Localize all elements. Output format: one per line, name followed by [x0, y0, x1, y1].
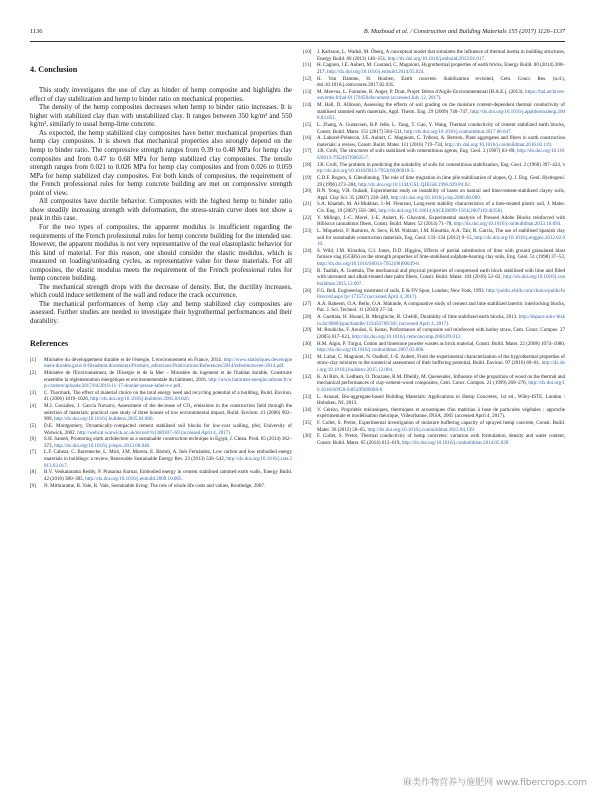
- reference-text: S.A. Khattab, M. Al-Mukhtar, J.-M. Fleureau, Long-term stability characteristics of a lime-treated plastic soil, J. Mater. Civ. Eng. 19 (2007) 358–366,: [317, 201, 565, 214]
- reference-item: [303, 374, 565, 394]
- conclusion-paragraph: As expected, the hemp stabilized clay composites have better mechanical properties than hemp clay composites. It is shown that mechanical properties also strongly depend on the hemp to binder ratio. The compressive strength ranges from 0.39 to 0.48 MPa for hemp clay composites and from 0.47 to 0.68 MPa for hemp stabilized clay composites. The tensile strength ranges from 0.021 to 0.026 MPa for hemp clay composites and from 0.026 to 0.059 MPa for hemp stabilized clay composites. For both kinds of composites, the requirement of the French professional rules for hemp concrete building are met on compressive strength point of view.: [30, 129, 292, 197]
- reference-link[interactable]: http://dx.doi.org/10.1016/j.jclepro.2013.08.046.: [54, 442, 151, 449]
- reference-number: [26]: [303, 287, 312, 294]
- reference-item: [303, 188, 565, 201]
- watermark: 麻类作物营养与施肥网 www.fibercrops.com: [403, 778, 587, 788]
- reference-link[interactable]: http://www.statistiques.developpement-durable.gouv.fr/fileadmin/documents/Produits_editoriaux/Publications/References/2014/references-ree-2014.pdf.: [44, 356, 292, 370]
- reference-item: [303, 341, 565, 354]
- reference-number: [9]: [30, 482, 36, 489]
- reference-text: V. Cérézo, Propriétés mécaniques, thermiques et acoustiques d'un matériau à base de particules végétales : approche expérimentale et modélisation théorique, Villeurbanne, INSA, 2005 (accessed April 4, 2017).: [317, 406, 565, 420]
- reference-item: [303, 62, 565, 75]
- reference-item: [30, 449, 292, 469]
- reference-number: [24]: [303, 247, 312, 254]
- reference-number: [14]: [303, 102, 312, 108]
- reference-text: N. Mithraratne, B. Vale, R. Vale, Sustainable living: The role of whole life costs and values, Routledge, 2007.: [44, 482, 266, 489]
- reference-number: [6]: [30, 436, 36, 443]
- reference-item: [303, 89, 565, 102]
- reference-link[interactable]: http://dx.doi.org/10.1016/j.enbuild.2013.01.017.: [387, 55, 486, 62]
- reference-link[interactable]: http://dx.doi.org/10.1016/j.conbuildmat.2012.04.139.: [367, 426, 476, 433]
- reference-number: [28]: [303, 314, 312, 320]
- reference-link[interactable]: http://dx.doi.org/10.1016/j.buildenv.2005.04.006.: [54, 416, 154, 423]
- reference-number: [31]: [303, 353, 312, 360]
- reference-text: Ministère de l'Environnement, de l'Energie et de la Mer – Ministère du logement et de l'habitat durable, Construire ensemble la réglementation énergétique et environnementale du bâtiment, 2016.: [44, 369, 292, 383]
- reference-link[interactable]: http://dx.doi.org/10.1016/j.conbuildmat.2017.06.047.: [404, 128, 512, 135]
- header-rule: [30, 41, 565, 42]
- reference-link[interactable]: http://dx.doi.org/10.1016/j.cemconcomp.2004.09.013.: [351, 333, 462, 340]
- reference-item: [303, 314, 565, 327]
- conclusion-paragraph: The mechanical strength drops with the decrease of density. But, the ductility increases, which could induce settlement of the wall and reduce the crack occurrence.: [30, 283, 292, 300]
- reference-item: [303, 175, 565, 188]
- reference-link[interactable]: http://www.batiment-energiecarbone.fr/wp-content/uploads/2017/04/2016-11-17-dossier-presse-label-e-c.pdf.: [44, 376, 292, 390]
- reference-item: [30, 436, 292, 449]
- reference-item: [303, 407, 565, 420]
- reference-number: [27]: [303, 300, 312, 307]
- conclusion-paragraph: The density of the hemp composites decreases when hemp to binder ratio increases. It is higher with stabilized clay than with unstabilized clay. It ranges between 350 kg/m³ and 550 kg/m³, similarly to usual hemp-lime concrete.: [30, 104, 292, 129]
- reference-number: [17]: [303, 148, 312, 155]
- reference-number: [12]: [303, 75, 312, 82]
- reference-number: [35]: [303, 420, 312, 426]
- references-list-left: [30, 357, 292, 490]
- reference-number: [29]: [303, 327, 312, 334]
- reference-number: [7]: [30, 449, 36, 456]
- reference-link[interactable]: http://dx.doi.org/10.1016/j.clay.2006.08.009.: [390, 194, 482, 201]
- reference-link[interactable]: http://dx.doi.org/10.1016/S0013-7952(98)00039-8.: [317, 261, 421, 267]
- references-title: References: [30, 338, 69, 348]
- reference-text: J. Karlsson, L. Wadsö, M. Öberg, A conceptual model that simulates the influence of thermal inertia in building structures, Energy Build. 60 (2013) 146–151,: [317, 49, 565, 62]
- reference-link[interactable]: http://dx.doi.org/10.1061/(ASCE)0899-1561(2007)19:4(358).: [378, 208, 504, 214]
- reference-number: [10]: [303, 49, 312, 55]
- reference-text: F. Collet, S. Pretot, Experimental investigation of moisture buffering capacity of sprayed hemp concrete, Constr. Build. Mater. 36 (2012) 58–65,: [317, 420, 565, 433]
- reference-item: [303, 135, 565, 148]
- right-column: [303, 49, 565, 447]
- reference-item: [303, 327, 565, 340]
- reference-number: [36]: [303, 433, 312, 440]
- reference-item: [303, 228, 565, 248]
- running-header: [30, 28, 565, 40]
- reference-item: [303, 148, 565, 161]
- conclusion-paragraph: This study investigates the use of clay as binder of hemp composite and highlights the effect of clay stabilization and hemp to binder ratio on mechanical properties.: [30, 87, 292, 103]
- journal-citation: B. Mazhoud et al. / Construction and Building Materials 155 (2017) 1126–1137: [363, 28, 565, 35]
- reference-text: D.E. Montgomery, Dynamically-compacted cement stabilised soil blocks for low-cost walling, phd, University of Warwick, 2002.: [44, 422, 292, 436]
- reference-number: [16]: [303, 135, 312, 142]
- reference-item: [303, 162, 565, 175]
- reference-text: Ministère du développement durable et de l'énergie, L'environnement en France, 2014.: [44, 356, 224, 363]
- reference-text: B. Taallah, A. Guettala, The mechanical and physical properties of compressed earth block stabilized with lime and filled with untreated and alkali-treated date palm fibers, Constr. Build. Mater. 104 (2016) 52–62,: [317, 267, 565, 281]
- reference-text: L. Zhang, A. Gustavsen, B.P. Jelle, L. Yang, T. Gao, Y. Wang, Thermal conductivity of cement stabilized earth blocks, Constr. Build. Mater. 151 (2017) 504–511,: [317, 121, 565, 135]
- reference-text: H. Cagnon, J.E. Aubert, M. Coutand, C. Magniont, Hygrothermal properties of earth bricks, Energy Build. 80 (2014) 208–217,: [317, 62, 565, 75]
- reference-link[interactable]: http://webcat.warwick.ac.uk/record=b1380307~S9 (accessed April 4, 2017).: [77, 429, 232, 436]
- reference-item: [303, 268, 565, 288]
- reference-number: [3]: [30, 389, 36, 396]
- reference-link[interactable]: http://dx.doi.org/10.1016/j.conbuildmat.2014.05.039.: [401, 439, 510, 446]
- reference-text: Y. Millogo, J.-C. Morel, J.-E. Aubert, K. Ghavami, Experimental analysis of Pressed Adobe Blocks reinforced with Hibiscus cannabinus fibers, Constr. Build. Mater. 52 (2014) 71–78,: [317, 214, 565, 228]
- reference-number: [33]: [303, 393, 312, 400]
- reference-link[interactable]: http://dx.doi.org/10.1016/j.enggeo.2012.02.010.: [317, 234, 565, 248]
- reference-item: [30, 423, 292, 436]
- conclusion-paragraph: The mechanical performances of hemp clay and hemp stabilized clay composites are assessed. Further studies are needed to investigate their hygrothermal performances and their durability.: [30, 300, 292, 325]
- reference-item: [303, 420, 565, 433]
- reference-link[interactable]: http://dx.doi.org/10.1016/j.applthermaleng.2008.03.051.: [317, 108, 565, 122]
- reference-item: [303, 394, 565, 407]
- reference-item: [303, 215, 565, 228]
- reference-text: L. Miqueleiz, F. Ramírez, A. Seco, R.M. Nidzam, J.M. Kinuthia, A.A. Tair, R. García, The use of stabilised Spanish clay soil for sustainable construction materials, Eng. Geol. 133–134 (2012) 9–15,: [317, 227, 565, 241]
- reference-text: M. Lahat, C. Magniont, N. Oudhof, J.-E. Aubert, From the experimental characterization of the hygrothermal properties of straw-clay mixtures to the numerical assessment of their buffering potential, Build. Environ. 97 (2016) 69–81,: [317, 353, 565, 367]
- reference-number: [11]: [303, 62, 312, 69]
- reference-number: [13]: [303, 88, 312, 95]
- reference-number: [18]: [303, 161, 312, 168]
- conclusion-paragraph: All composites have ductile behavior. Composites with the highest hemp to binder ratio show steadily increasing strength with deformation, the stress-strain curve does not show a peak in this case.: [30, 198, 292, 223]
- reference-number: [22]: [303, 214, 312, 221]
- reference-link[interactable]: http://dx.doi.org/10.1016/j.buildenv.2015.12.004.: [317, 360, 565, 373]
- reference-number: [1]: [30, 356, 36, 363]
- reference-item: [303, 248, 565, 268]
- reference-link[interactable]: http://dx.doi.org/10.1016/j.conbuildmat.2013.10.094.: [453, 221, 562, 228]
- reference-link[interactable]: http://dx.doi.org/10.1016/j.conbuildmat.2016.02.119.: [444, 141, 553, 148]
- reference-number: [30]: [303, 340, 312, 347]
- reference-text: R.N. Yong, V.R. Ouhadi, Experimental study on instability of bases on natural and lime/cement-stabilized clayey soils, Appl. Clay Sci. 35 (2007) 238–249,: [317, 188, 565, 201]
- reference-text: M. Hall, D. Allinson, Assessing the effects of soil grading on the moisture content-dependent thermal conductivity of stabilised rammed earth materials, Appl. Therm. Eng. 29 (2009) 740–747,: [317, 102, 565, 115]
- reference-text: H. Van Damme, H. Houben, Earth concrete. Stabilization revisited, Cem. Concr. Res. (n.d.), doi:10.1016/j.cemconres.2017.02.035.: [317, 75, 565, 89]
- reference-text: S. Wild, J.M. Kinuthia, G.I. Jones, D.D. Higgins, Effects of partial substitution of lime with ground granulated blast furnace slag (GGBS) on the strength properties of lime-stabilised sulphate-bearing clay soils, Eng. Geol. 51 (1998) 37–53,: [317, 247, 565, 261]
- reference-text: F.G. Bell, Engineering treatment of soils, E & FN Spon, London; New York, 1993.: [317, 287, 487, 294]
- reference-item: [303, 201, 565, 214]
- reference-text: C. Thormark, The effect of material choice on the total energy need and recycling potential of a building, Build. Environ. 41 (2006) 1019–1026,: [44, 389, 292, 403]
- reference-link[interactable]: http://public.eblib.com/choice/publicfullrecord.aspx?p=171572 (accessed April 4, 2017).: [317, 287, 565, 301]
- left-column: [30, 49, 292, 489]
- reference-text: L.F. Cabeza, C. Barreneche, L. Miró, J.M. Morera, E. Bartolí, A. Inés Fernández, Low carbon and low embodied energy materials in buildings: a review, Renewable Sustainable Energy Rev. 23 (2013) 536–542,: [44, 449, 292, 463]
- page-number: 1136: [30, 28, 43, 35]
- reference-link[interactable]: http://dx.doi.org/10.1016/j.conbuildmat.2007.03.006.: [317, 347, 425, 354]
- reference-number: [4]: [30, 403, 36, 410]
- reference-item: [303, 76, 565, 89]
- reference-item: [30, 357, 292, 370]
- reference-link[interactable]: http://dx.doi.org/10.1016/j.rser.2013.03.017.: [44, 456, 292, 469]
- reference-item: [30, 403, 292, 423]
- reference-number: [34]: [303, 406, 312, 413]
- reference-text: F. Collet, S. Pretot, Thermal conductivity of hemp concretes: variation with formulation, density and water content, Constr. Build. Mater. 65 (2014) 612–619,: [317, 433, 565, 446]
- reference-link[interactable]: http://dx.doi.org/10.1016/j.enbuild.2014.05.024.: [327, 68, 425, 75]
- reference-text: A. Laborel-Préneron, J.E. Aubert, C. Magniont, C. Tribout, A. Bertron, Plant aggregates and fibers in earth construction materials: a review, Constr. Build. Mater. 111 (2016) 719–734,: [317, 135, 565, 148]
- reference-item: [303, 354, 565, 374]
- reference-number: [2]: [30, 369, 36, 376]
- reference-text: K. Al Rim, A. Ledhem, O. Douzane, R.M. Dheilly, M. Queneudec, Influence of the proportion of wood on the thermal and mechanical performances of clay-cement-wood composites, Cem. Concr. Compos. 21 (1999) 269–276,: [317, 373, 565, 387]
- references-list-right: [303, 49, 565, 447]
- reference-item: [303, 102, 565, 122]
- reference-text: A. Guettala, H. Houari, B. Mezghiche, R. Chebili, Durability of lime stabilized earth blocks, 2013.: [317, 314, 519, 320]
- reference-number: [8]: [30, 469, 36, 476]
- reference-text: S.H. Sameh, Promoting earth architecture as a sustainable construction technique in Egypt, J. Clean. Prod. 65 (2014) 362–373,: [44, 436, 292, 449]
- reference-text: L. Arnaud, Bio-aggregate-based Building Materials: Applications to Hemp Concretes, 1st ed., Wiley-ISTE, London : Hoboken, NJ, 2013.: [317, 393, 565, 407]
- reference-item: [303, 122, 565, 135]
- reference-number: [21]: [303, 201, 312, 208]
- reference-item: [303, 288, 565, 301]
- reference-link[interactable]: http://dx.doi.org/10.1016/0013-7952(68)90018-5.: [317, 161, 565, 175]
- reference-text: M.J. González, J. García Navarro, Assessment of the decrease of CO₂ emissions in the construction field through the selection of materials: practical case study of three houses of low environmental impact, Build. Environ. 41 (2006) 902–909,: [44, 403, 292, 423]
- reference-text: A.A. Raheem, O.A. Bello, O.A. Makinde, A comparative study of cement and lime stabilized lateritic interlocking blocks, Pac. J. Sci. Technol. 11 (2010) 27–34.: [317, 300, 565, 314]
- reference-item: [30, 483, 292, 490]
- reference-text: M. Bouhicha, F. Aouissi, S. Kenai, Performance of composite soil reinforced with barley straw, Cem. Concr. Compos. 27 (2005) 617–621,: [317, 327, 565, 340]
- reference-link[interactable]: http://dspace.univ-biskra.dz:8080/jspui/handle/123456789/385 (accessed April 4, 2017).: [317, 314, 565, 327]
- reference-link[interactable]: http://dx.doi.org/10.1144/GSL.QJEGH.1996.029.P4.02.: [358, 181, 472, 188]
- reference-number: [23]: [303, 227, 312, 234]
- reference-item: [30, 370, 292, 390]
- reference-text: J.B. Croft, The problem in predicting the suitability of soils for cementitious stabilization, Eng. Geol. 2 (1968) 397–424,: [317, 161, 563, 168]
- conclusion-paragraph: For the two types of composites, the apparent modulus is insufficient regarding the requirements of the French professional rules for hemp concrete building for the intended use. However, the apparent modulus is not very representative of the real elastoplastic behavior for this kind of material. For this reason, one should consider the elastic modulus, which is measured on loading/unloading cycles, as representative value for these materials. For all composites, the elastic modulus meets the requirement of the French professional rules for hemp concrete building.: [30, 223, 292, 283]
- reference-item: [303, 301, 565, 314]
- conclusion-body: [30, 87, 292, 326]
- reference-text: M. Moevus, L. Fontaine, R. Anger, P. Doat, Projet: Béton d'Argile Environnemental (B.A.E.), (2013).: [317, 88, 526, 95]
- reference-number: [5]: [30, 422, 36, 429]
- reference-item: [30, 390, 292, 403]
- reference-number: [25]: [303, 267, 312, 274]
- reference-item: [303, 49, 565, 62]
- reference-number: [15]: [303, 121, 312, 128]
- reference-link[interactable]: http://dx.doi.org/10.1016/j.conbuildmat.2015.12.007.: [317, 274, 565, 287]
- reference-link[interactable]: https://hal.archives-ouvertes.fr/hal-01179458/document (accessed July 12, 2017).: [317, 88, 565, 102]
- reference-number: [19]: [303, 174, 312, 181]
- reference-number: [20]: [303, 188, 312, 195]
- reference-text: C.D.F. Rogers, S. Glendinning, The role of lime migration in lime pile stabilization of slopes, Q. J. Eng. Geol. Hydrogeol. 29 (1996) 273–284,: [317, 174, 565, 188]
- reference-item: [303, 433, 565, 446]
- reference-text: B.V. Venkatarama Reddy, P. Prasanna Kumar, Embodied energy in cement stabilised rammed earth walls, Energy Build. 42 (2010) 380–385,: [44, 469, 292, 482]
- reference-text: J.B. Croft, The structures of soils stabilized with cementitious agents, Eng. Geol. 2 (1967) 63–80,: [317, 148, 517, 155]
- reference-number: [32]: [303, 373, 312, 380]
- reference-link[interactable]: http://dx.doi.org/10.1016/S0958-9465(99)00008-6.: [317, 380, 565, 393]
- reference-item: [30, 469, 292, 482]
- reference-link[interactable]: http://dx.doi.org/10.1016/j.buildenv.2005.04.026.: [90, 396, 190, 403]
- reference-link[interactable]: http://dx.doi.org/10.1016/j.enbuild.2009.10.005.: [85, 475, 183, 482]
- reference-link[interactable]: http://dx.doi.org/10.1016/0013-7952(67)90025-7.: [317, 148, 565, 161]
- reference-text: H.M. Algin, P. Turgut, Cotton and limestone powder wastes as brick material, Constr. Build. Mater. 22 (2008) 1074–1080,: [317, 340, 565, 347]
- section-title: 4. Conclusion: [30, 65, 78, 74]
